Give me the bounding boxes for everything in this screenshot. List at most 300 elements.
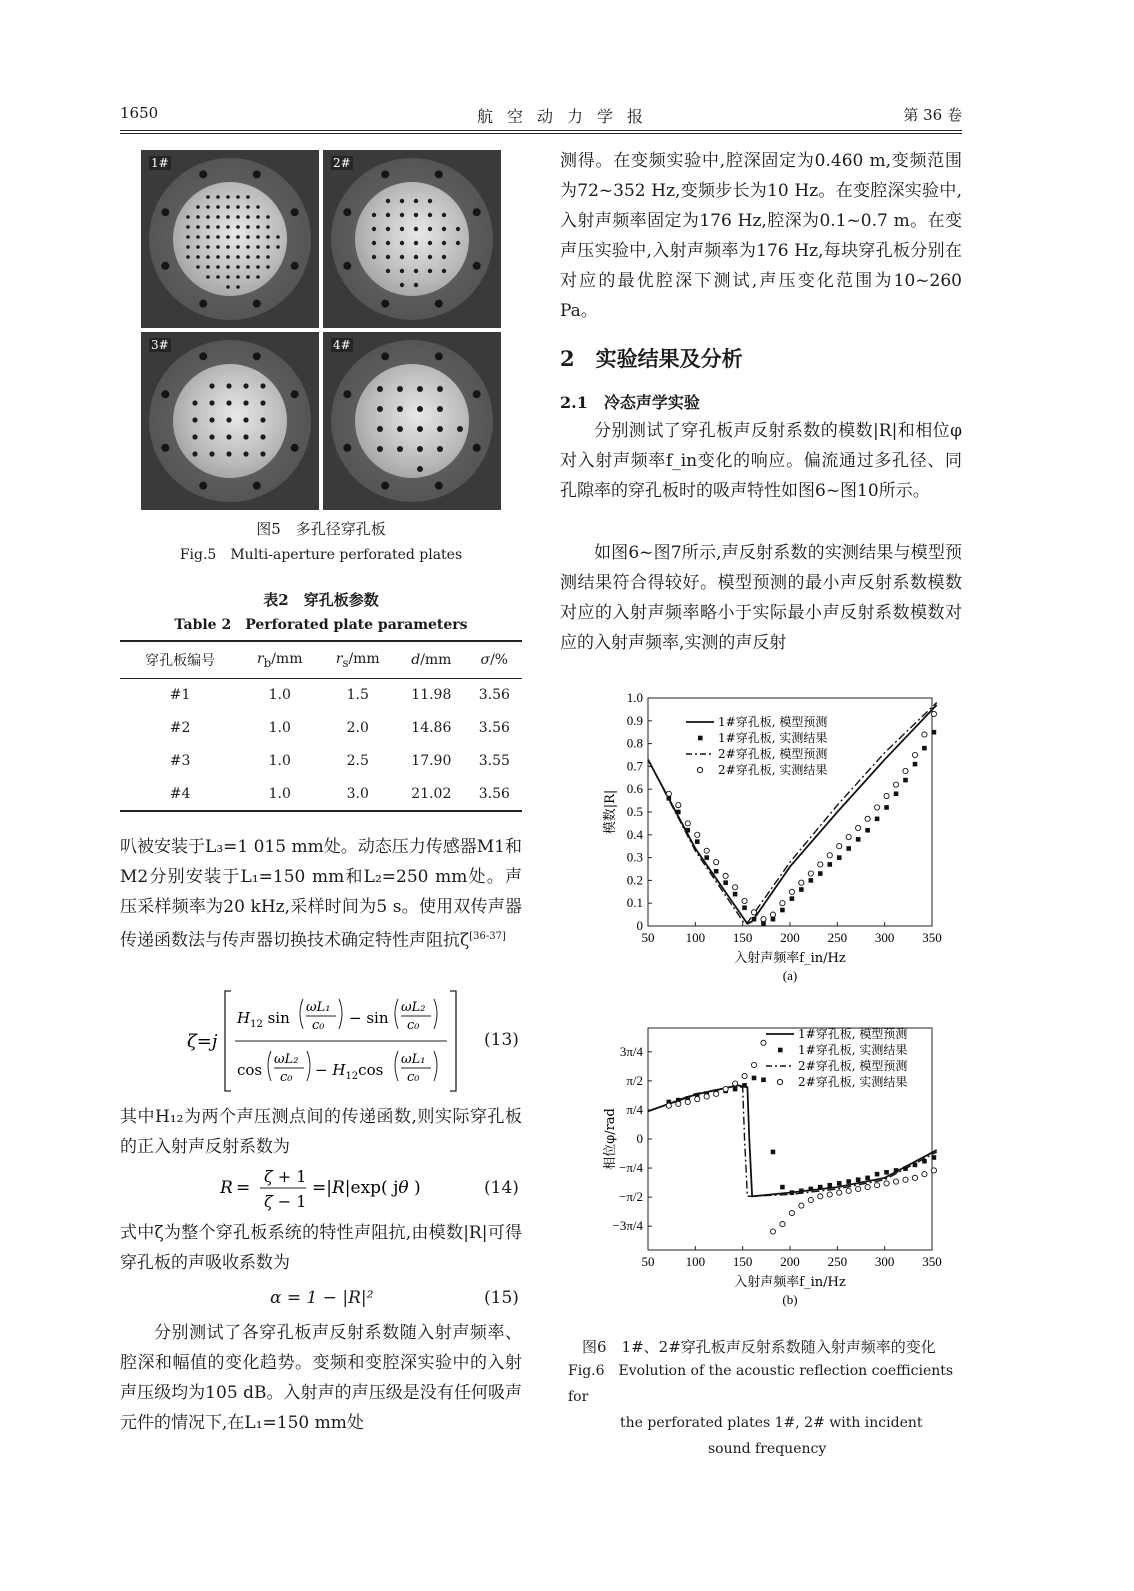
legend-swatch	[697, 767, 702, 772]
data-point	[837, 855, 842, 860]
data-point	[789, 889, 794, 894]
y-tick-label: 0.7	[626, 758, 643, 774]
hole-mark	[206, 195, 210, 199]
col-header: σ/%	[480, 652, 509, 668]
data-point	[751, 1062, 756, 1067]
table-cell: 3.0	[346, 785, 369, 802]
table-row	[120, 712, 522, 745]
x-tick-label: 250	[827, 930, 848, 945]
svg-text:c₀: c₀	[407, 1070, 420, 1085]
plate-holes	[141, 150, 319, 328]
hole-mark	[397, 386, 403, 392]
hole-mark	[386, 227, 390, 231]
bolt-hole	[473, 444, 481, 452]
hole-mark	[226, 285, 230, 289]
bolt-hole	[161, 444, 169, 452]
data-point	[695, 1096, 700, 1101]
hole-mark	[216, 265, 220, 269]
data-point	[780, 901, 785, 906]
table-cell: 17.90	[411, 753, 452, 769]
series-line	[648, 1086, 937, 1196]
hole-mark	[417, 446, 423, 452]
data-point	[856, 1186, 861, 1191]
table-cell: #2	[169, 720, 191, 736]
hole-mark	[256, 235, 260, 239]
hole-mark	[260, 400, 265, 405]
data-point	[799, 1203, 804, 1208]
hole-mark	[442, 269, 446, 273]
header-rule	[120, 133, 962, 134]
hole-mark	[226, 245, 230, 249]
data-point	[846, 1179, 851, 1184]
bolt-hole	[435, 482, 443, 490]
data-point	[723, 1086, 728, 1091]
legend-swatch	[698, 736, 703, 741]
data-point	[827, 853, 832, 858]
bolt-hole	[343, 208, 351, 216]
data-point	[922, 732, 927, 737]
data-point	[751, 910, 756, 915]
hole-mark	[414, 199, 418, 203]
table-cell: 1.5	[346, 687, 369, 704]
bolt-hole	[199, 300, 207, 308]
table-cell: 1.0	[268, 785, 291, 802]
bolt-hole	[473, 390, 481, 398]
svg-text:− sin: − sin	[349, 1009, 389, 1027]
hole-mark	[256, 245, 260, 249]
plate-label: 1#	[151, 156, 169, 170]
hole-mark	[226, 417, 231, 422]
legend-label: 1#穿孔板, 模型预测	[718, 715, 828, 729]
plate-label: 4#	[333, 338, 351, 352]
data-point	[809, 878, 814, 883]
data-point	[780, 908, 785, 913]
svg-text:ζ=j: ζ=j	[187, 1031, 218, 1052]
y-tick-label: 0	[636, 1131, 643, 1146]
hole-mark	[386, 199, 390, 203]
data-point	[874, 1183, 879, 1188]
x-tick-label: 200	[780, 1254, 800, 1269]
hole-mark	[226, 205, 230, 209]
data-point	[846, 834, 851, 839]
data-point	[770, 1229, 775, 1234]
hole-mark	[256, 225, 260, 229]
hole-mark	[192, 417, 197, 422]
volume-label: 第 36 卷	[903, 106, 962, 124]
hole-mark	[256, 265, 260, 269]
data-point	[837, 1190, 842, 1195]
hole-mark	[377, 406, 383, 412]
data-point	[676, 1101, 681, 1106]
data-point	[752, 1076, 757, 1081]
hole-mark	[456, 227, 460, 231]
table-row	[120, 745, 522, 778]
hole-mark	[226, 434, 231, 439]
hole-mark	[386, 269, 390, 273]
bolt-hole	[381, 300, 389, 308]
legend-swatch	[777, 1079, 782, 1084]
hole-mark	[209, 383, 214, 388]
svg-text:ωL₁: ωL₁	[306, 1000, 331, 1015]
x-tick-label: 300	[874, 1254, 895, 1269]
hole-mark	[246, 255, 250, 259]
hole-mark	[246, 245, 250, 249]
data-point	[732, 1081, 737, 1086]
hole-mark	[206, 245, 210, 249]
table-cell: 1.0	[268, 720, 291, 736]
hole-mark	[457, 426, 463, 432]
hole-mark	[260, 417, 265, 422]
plate-photo-3	[141, 332, 319, 510]
data-point	[723, 880, 728, 885]
hole-mark	[428, 213, 432, 217]
svg-text:=: =	[236, 1178, 251, 1198]
subsection-heading: 2.1 冷态声学实验	[560, 393, 700, 412]
bolt-hole	[473, 262, 481, 270]
x-tick-label: 200	[780, 930, 800, 945]
left-paragraph-1: 叭被安装于L₃=1 015 mm处。动态压力传感器M1和M2分别安装于L₁=150 mm和L₂=250 mm处。声压采样频率为20 kHz,采样时间为5 s。使用双传声器传递函数法与传声器切换技术确定特性声阻抗ζ[36-37]	[120, 837, 522, 951]
hole-mark	[372, 241, 376, 245]
bolt-hole	[291, 444, 299, 452]
eq14-number: (14)	[484, 1178, 519, 1198]
data-point	[922, 746, 927, 751]
hole-mark	[196, 245, 200, 249]
bolt-hole	[435, 352, 443, 360]
x-tick-label: 250	[827, 1254, 848, 1269]
bolt-hole	[473, 208, 481, 216]
bolt-hole	[199, 482, 207, 490]
data-point	[809, 1187, 814, 1192]
hole-mark	[442, 227, 446, 231]
table-cell: #3	[169, 753, 191, 769]
hole-mark	[397, 446, 403, 452]
bolt-hole	[199, 170, 207, 178]
data-point	[799, 880, 804, 885]
hole-mark	[260, 383, 265, 388]
data-point	[884, 1181, 889, 1186]
hole-mark	[226, 265, 230, 269]
bolt-hole	[253, 352, 261, 360]
y-tick-label: −3π/4	[612, 1218, 643, 1234]
hole-mark	[226, 195, 230, 199]
hole-mark	[400, 269, 404, 273]
data-point	[761, 1078, 766, 1083]
hole-mark	[386, 213, 390, 217]
hole-mark	[256, 205, 260, 209]
y-tick-label: π/4	[626, 1101, 643, 1117]
data-point	[695, 832, 700, 837]
data-point	[685, 821, 690, 826]
hole-mark	[400, 283, 404, 287]
bolt-hole	[343, 262, 351, 270]
y-axis-label: 模数|R|	[603, 789, 618, 835]
data-point	[903, 1177, 908, 1182]
data-point	[894, 1168, 899, 1173]
data-point	[912, 752, 917, 757]
data-point	[875, 1172, 880, 1177]
svg-text:c₀: c₀	[312, 1018, 325, 1033]
hole-mark	[246, 225, 250, 229]
hole-mark	[226, 215, 230, 219]
equation-14	[220, 1162, 460, 1217]
data-point	[903, 768, 908, 773]
y-tick-label: 0.1	[626, 895, 643, 911]
data-point	[723, 873, 728, 878]
table-cell: 3.56	[478, 687, 510, 704]
hole-mark	[236, 225, 240, 229]
x-tick-label: 150	[732, 1254, 753, 1269]
hole-mark	[417, 406, 423, 412]
legend-label: 1#穿孔板, 实测结果	[718, 731, 828, 745]
hole-mark	[192, 400, 197, 405]
hole-mark	[243, 434, 248, 439]
hole-mark	[276, 245, 280, 249]
data-point	[704, 855, 709, 860]
data-point	[865, 828, 870, 833]
data-point	[893, 782, 898, 787]
data-point	[865, 1185, 870, 1190]
col-header: 穿孔板编号	[145, 653, 216, 669]
plate-photo-1	[141, 150, 319, 328]
svg-text:cos: cos	[237, 1061, 263, 1079]
table-cell: 2.5	[346, 753, 369, 769]
hole-mark	[377, 446, 383, 452]
y-axis-label: 相位φ/rad	[603, 1108, 618, 1170]
eq14-graphic	[220, 1162, 460, 1212]
hole-mark	[428, 269, 432, 273]
x-tick-label: 150	[732, 930, 753, 945]
data-point	[808, 1197, 813, 1202]
hole-mark	[196, 265, 200, 269]
data-point	[932, 730, 937, 735]
data-point	[771, 1150, 776, 1155]
hole-mark	[192, 451, 197, 456]
hole-mark	[428, 227, 432, 231]
plate-photo-2	[323, 150, 501, 328]
data-point	[913, 762, 918, 767]
hole-mark	[400, 227, 404, 231]
hole-mark	[266, 255, 270, 259]
data-point	[818, 862, 823, 867]
hole-mark	[437, 406, 443, 412]
hole-mark	[206, 255, 210, 259]
chart-phase	[580, 1020, 960, 1320]
section-heading: 2 实验结果及分析	[560, 346, 743, 371]
data-point	[666, 1103, 671, 1108]
equation-15: α = 1 − |R|²	[270, 1288, 374, 1308]
hole-mark	[196, 215, 200, 219]
table-row	[120, 778, 522, 811]
hole-mark	[206, 215, 210, 219]
data-point	[761, 917, 766, 922]
hole-mark	[206, 275, 210, 279]
hole-mark	[243, 417, 248, 422]
hole-mark	[186, 245, 190, 249]
hole-mark	[236, 245, 240, 249]
bolt-hole	[435, 170, 443, 178]
legend-label: 1#穿孔板, 实测结果	[798, 1043, 908, 1057]
data-point	[695, 839, 700, 844]
hole-mark	[437, 446, 443, 452]
bolt-hole	[161, 390, 169, 398]
left-paragraph-3: 式中ζ为整个穿孔板系统的特性声阻抗,由模数|R|可得穿孔板的声吸收系数为	[120, 1223, 522, 1273]
hole-mark	[226, 235, 230, 239]
journal-title: 航空动力学报	[476, 107, 657, 126]
y-tick-label: 0.3	[626, 849, 643, 865]
bolt-hole	[381, 170, 389, 178]
hole-mark	[216, 245, 220, 249]
col-header: d/mm	[411, 652, 452, 668]
table-cell: 2.0	[346, 720, 369, 736]
hole-mark	[260, 434, 265, 439]
hole-mark	[246, 265, 250, 269]
bolt-hole	[343, 390, 351, 398]
data-point	[827, 862, 832, 867]
y-tick-label: 1.0	[626, 690, 643, 705]
legend-label: 2#穿孔板, 模型预测	[718, 747, 828, 761]
right-paragraph-2: 分别测试了穿孔板声反射系数的模数|R|和相位φ对入射声频率f_in变化的响应。偏流通过多孔径、同孔隙率的穿孔板时的吸声特性如图6~图10所示。	[560, 421, 962, 501]
hole-mark	[236, 195, 240, 199]
hole-mark	[186, 235, 190, 239]
bolt-hole	[199, 352, 207, 360]
table-cell: 1.0	[268, 753, 291, 769]
hole-mark	[400, 241, 404, 245]
data-point	[742, 1074, 747, 1079]
hole-mark	[414, 227, 418, 231]
data-point	[931, 711, 936, 716]
eq15-number: (15)	[484, 1288, 519, 1308]
bolt-hole	[343, 444, 351, 452]
y-tick-label: 0.9	[626, 712, 643, 728]
hole-mark	[246, 275, 250, 279]
hole-mark	[196, 205, 200, 209]
data-point	[818, 1185, 823, 1190]
hole-mark	[216, 235, 220, 239]
data-point	[790, 896, 795, 901]
hole-mark	[196, 255, 200, 259]
data-point	[808, 871, 813, 876]
y-tick-label: −π/4	[618, 1160, 643, 1176]
hole-mark	[456, 241, 460, 245]
hole-mark	[243, 383, 248, 388]
hole-mark	[246, 205, 250, 209]
data-point	[884, 1170, 889, 1175]
hole-mark	[377, 426, 383, 432]
svg-text:ωL₂: ωL₂	[401, 1000, 426, 1015]
svg-text:ωL₂: ωL₂	[274, 1052, 299, 1067]
panel-label: (a)	[782, 968, 798, 983]
hole-mark	[386, 241, 390, 245]
table-cell: 21.02	[411, 785, 452, 802]
eq13-number: (13)	[484, 1030, 519, 1050]
hole-mark	[372, 227, 376, 231]
hole-mark	[206, 235, 210, 239]
bolt-hole	[161, 208, 169, 216]
hole-mark	[400, 255, 404, 259]
hole-mark	[206, 205, 210, 209]
hole-mark	[206, 265, 210, 269]
hole-mark	[186, 225, 190, 229]
svg-text:c₀: c₀	[407, 1018, 420, 1033]
y-tick-label: 3π/4	[619, 1043, 643, 1059]
series-line	[648, 1085, 937, 1196]
bolt-hole	[291, 262, 299, 270]
bolt-hole	[253, 300, 261, 308]
hole-mark	[216, 215, 220, 219]
hole-mark	[417, 466, 423, 472]
hole-mark	[236, 205, 240, 209]
data-point	[903, 778, 908, 783]
hole-mark	[209, 417, 214, 422]
hole-mark	[236, 215, 240, 219]
data-point	[780, 1185, 785, 1190]
hole-mark	[246, 195, 250, 199]
hole-mark	[266, 215, 270, 219]
hole-mark	[226, 383, 231, 388]
hole-mark	[377, 386, 383, 392]
data-point	[799, 887, 804, 892]
y-tick-label: 0.8	[626, 735, 643, 751]
data-point	[704, 1094, 709, 1099]
y-tick-label: π/2	[626, 1072, 643, 1088]
data-point	[770, 912, 775, 917]
plate-holes	[323, 150, 501, 328]
hole-mark	[243, 400, 248, 405]
fig5-caption-cn: 图5 多孔径穿孔板	[256, 520, 386, 538]
svg-text:c₀: c₀	[280, 1070, 293, 1085]
hole-mark	[414, 255, 418, 259]
data-point	[714, 860, 719, 865]
legend-label: 2#穿孔板, 模型预测	[798, 1059, 908, 1073]
data-point	[865, 816, 870, 821]
hole-mark	[386, 255, 390, 259]
table-cell: #4	[169, 785, 191, 802]
data-point	[789, 1210, 794, 1215]
eq13-graphic	[185, 985, 525, 1097]
hole-mark	[226, 451, 231, 456]
data-point	[856, 837, 861, 842]
x-tick-label: 100	[685, 1254, 706, 1269]
y-tick-label: 0	[636, 918, 643, 933]
table2-title-en: Table 2 Perforated plate parameters	[174, 617, 468, 633]
x-tick-label: 350	[922, 1254, 942, 1269]
table-cell: 1.0	[268, 687, 291, 704]
data-point	[894, 791, 899, 796]
data-point	[912, 1175, 917, 1180]
hole-mark	[372, 255, 376, 259]
legend-label: 1#穿孔板, 模型预测	[798, 1027, 908, 1041]
table-row	[120, 679, 522, 712]
data-point	[742, 898, 747, 903]
hole-mark	[437, 386, 443, 392]
hole-mark	[442, 213, 446, 217]
y-tick-label: −π/2	[618, 1189, 643, 1205]
hole-mark	[246, 215, 250, 219]
hole-mark	[236, 255, 240, 259]
hole-mark	[276, 235, 280, 239]
data-point	[780, 1222, 785, 1227]
plate-holes	[141, 332, 319, 510]
svg-text:ζ + 1: ζ + 1	[264, 1167, 307, 1186]
data-point	[733, 892, 738, 897]
data-point	[733, 1087, 738, 1092]
hole-mark	[414, 283, 418, 287]
fig5-caption-en: Fig.5 Multi-aperture perforated plates	[179, 547, 463, 563]
hole-mark	[216, 195, 220, 199]
x-tick-label: 50	[641, 930, 655, 945]
x-tick-label: 350	[922, 930, 942, 945]
bolt-hole	[291, 390, 299, 398]
